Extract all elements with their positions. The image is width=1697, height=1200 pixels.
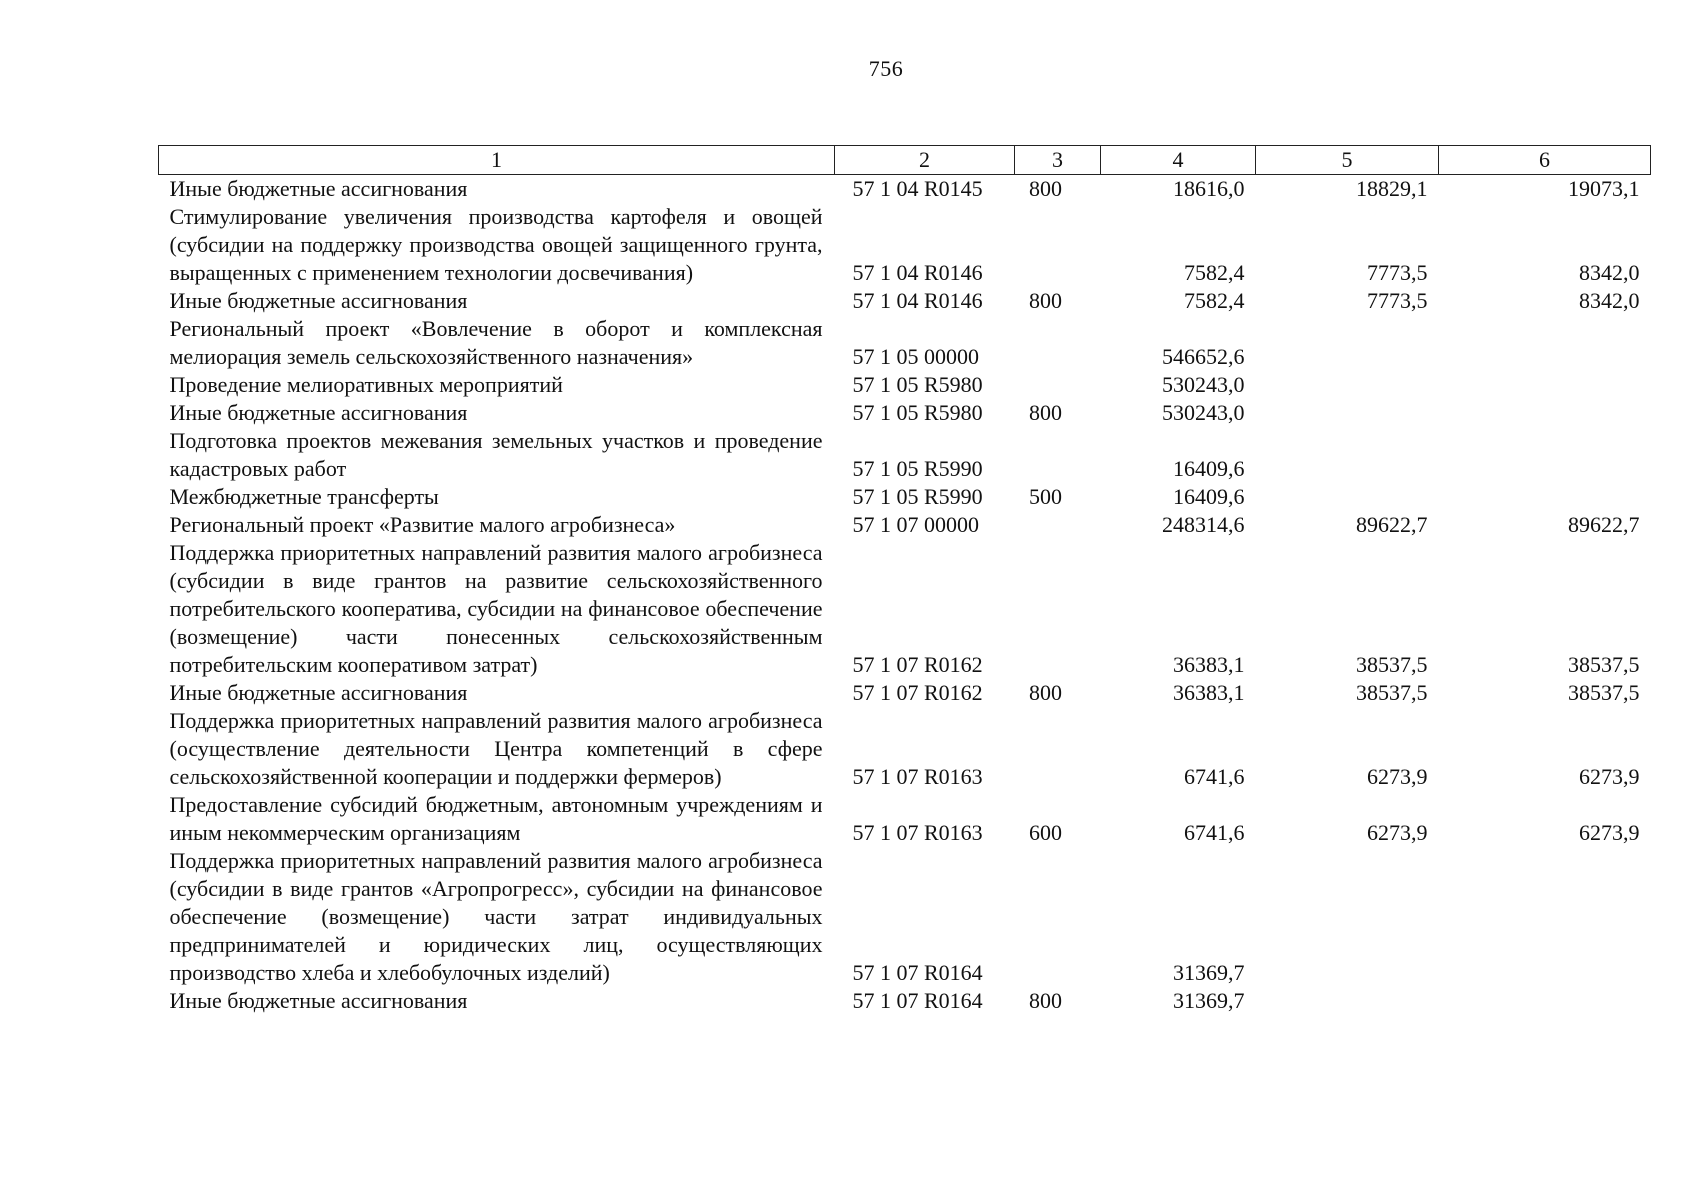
- row-amount-year3: 19073,1: [1568, 176, 1640, 201]
- row-amount-year1: 546652,6: [1162, 344, 1245, 369]
- row-expense-type: 800: [1029, 176, 1062, 201]
- row-name: Иные бюджетные ассигнования: [169, 988, 468, 1013]
- row-amount-year1: 18616,0: [1173, 176, 1245, 201]
- row-expense-type: 800: [1029, 988, 1062, 1013]
- row-expense-type: 600: [1029, 820, 1062, 845]
- row-amount-year3: 38537,5: [1568, 652, 1640, 677]
- row-amount-year2: [1256, 483, 1439, 511]
- row-name: Иные бюджетные ассигнования: [169, 680, 468, 705]
- row-amount-year1: 6741,6: [1184, 820, 1245, 845]
- row-expense-type: 500: [1029, 484, 1062, 509]
- row-name: Проведение мелиоративных мероприятий: [169, 372, 563, 397]
- row-code: 57 1 05 R5980: [852, 400, 983, 425]
- row-expense-type: [1015, 315, 1101, 371]
- row-name: Подготовка проектов межевания земельных участков и проведение кадастровых работ: [169, 428, 823, 481]
- row-name: Иные бюджетные ассигнования: [169, 400, 468, 425]
- header-col-2: 2: [835, 146, 1015, 175]
- row-expense-type: [1015, 511, 1101, 539]
- table-row: [159, 483, 1651, 511]
- row-name: Поддержка приоритетных направлений развития малого агробизнеса (осуществление деятельности Центра компетенций в сфере сельскохозяйственной кооперации и поддержки фермеров): [169, 708, 823, 789]
- row-expense-type: 800: [1029, 400, 1062, 425]
- row-amount-year3: [1439, 847, 1651, 987]
- row-code: 57 1 07 R0164: [852, 960, 983, 985]
- table-header: [159, 146, 1651, 175]
- table-row: [159, 791, 1651, 847]
- table-row: [159, 511, 1651, 539]
- row-amount-year3: 89622,7: [1568, 512, 1640, 537]
- header-row: [159, 146, 1651, 175]
- row-code: 57 1 07 R0162: [852, 680, 983, 705]
- row-amount-year1: 31369,7: [1173, 988, 1245, 1013]
- table-row: [159, 287, 1651, 315]
- row-expense-type: [1015, 427, 1101, 483]
- row-amount-year3: 8342,0: [1579, 260, 1640, 285]
- row-name: Иные бюджетные ассигнования: [169, 288, 468, 313]
- row-code: 57 1 07 R0163: [852, 820, 983, 845]
- row-code: 57 1 05 R5980: [852, 372, 983, 397]
- row-amount-year2: 18829,1: [1356, 176, 1428, 201]
- row-name: Предоставление субсидий бюджетным, автономным учреждениям и иным некоммерческим организациям: [169, 792, 823, 845]
- row-expense-type: [1015, 847, 1101, 987]
- row-code: 57 1 05 00000: [852, 344, 979, 369]
- header-col-1: 1: [159, 146, 835, 175]
- row-expense-type: [1015, 707, 1101, 791]
- row-amount-year2: [1256, 371, 1439, 399]
- row-expense-type: 800: [1029, 288, 1062, 313]
- header-col-6: 6: [1439, 146, 1651, 175]
- row-code: 57 1 05 R5990: [852, 456, 983, 481]
- row-amount-year2: 89622,7: [1356, 512, 1428, 537]
- row-amount-year1: 36383,1: [1173, 652, 1245, 677]
- row-amount-year2: [1256, 399, 1439, 427]
- row-amount-year2: [1256, 315, 1439, 371]
- row-amount-year1: 248314,6: [1162, 512, 1245, 537]
- row-amount-year2: [1256, 847, 1439, 987]
- table-row: [159, 847, 1651, 987]
- row-amount-year1: 36383,1: [1173, 680, 1245, 705]
- table-body: [159, 175, 1651, 1016]
- row-amount-year2: 6273,9: [1367, 820, 1428, 845]
- row-name: Поддержка приоритетных направлений развития малого агробизнеса (субсидии в виде грантов «Агропрогресс», субсидии на финансовое обеспечение (возмещение) части затрат индивидуальных предпринимателей и юридических лиц, осуществляющих производство хлеба и хлебобулочных изделий): [169, 848, 823, 985]
- row-amount-year1: 16409,6: [1173, 456, 1245, 481]
- row-code: 57 1 07 R0164: [852, 988, 983, 1013]
- row-name: Поддержка приоритетных направлений развития малого агробизнеса (субсидии в виде грантов на развитие сельскохозяйственного потребительского кооператива, субсидии на финансовое обеспечение (возмещение) части понесенных сельскохозяйственным потребительским кооперативом затрат): [169, 540, 823, 677]
- row-amount-year2: 38537,5: [1356, 652, 1428, 677]
- row-amount-year1: 530243,0: [1162, 372, 1245, 397]
- row-code: 57 1 05 R5990: [852, 484, 983, 509]
- row-expense-type: 800: [1029, 680, 1062, 705]
- row-amount-year1: 530243,0: [1162, 400, 1245, 425]
- row-expense-type: [1015, 203, 1101, 287]
- row-amount-year3: [1439, 427, 1651, 483]
- header-col-3: 3: [1015, 146, 1101, 175]
- row-amount-year2: 7773,5: [1367, 288, 1428, 313]
- row-code: 57 1 04 R0145: [852, 176, 983, 201]
- table-row: [159, 175, 1651, 204]
- row-code: 57 1 07 00000: [852, 512, 979, 537]
- page-number: 756: [868, 56, 904, 81]
- table-row: [159, 371, 1651, 399]
- row-name: Иные бюджетные ассигнования: [169, 176, 468, 201]
- row-amount-year3: 6273,9: [1579, 764, 1640, 789]
- row-amount-year3: [1439, 315, 1651, 371]
- row-amount-year2: [1256, 987, 1439, 1015]
- table-row: [159, 539, 1651, 679]
- row-amount-year1: 7582,4: [1184, 260, 1245, 285]
- row-name: Региональный проект «Вовлечение в оборот и комплексная мелиорация земель сельскохозяйственного назначения»: [169, 316, 823, 369]
- table-row: [159, 679, 1651, 707]
- row-code: 57 1 07 R0162: [852, 652, 983, 677]
- row-amount-year2: [1256, 427, 1439, 483]
- row-name: Стимулирование увеличения производства картофеля и овощей (субсидии на поддержку производства овощей защищенного грунта, выращенных с применением технологии досвечивания): [169, 204, 823, 285]
- table-row: [159, 987, 1651, 1015]
- row-name: Региональный проект «Развитие малого агробизнеса»: [169, 512, 676, 537]
- row-amount-year1: 7582,4: [1184, 288, 1245, 313]
- row-code: 57 1 04 R0146: [852, 288, 983, 313]
- table-row: [159, 203, 1651, 287]
- row-expense-type: [1015, 371, 1101, 399]
- row-amount-year1: 31369,7: [1173, 960, 1245, 985]
- table-row: [159, 707, 1651, 791]
- row-amount-year2: 6273,9: [1367, 764, 1428, 789]
- row-amount-year3: [1439, 987, 1651, 1015]
- row-code: 57 1 04 R0146: [852, 260, 983, 285]
- row-amount-year3: 8342,0: [1579, 288, 1640, 313]
- row-amount-year1: 6741,6: [1184, 764, 1245, 789]
- budget-table: [158, 145, 1651, 1015]
- row-amount-year1: 16409,6: [1173, 484, 1245, 509]
- header-col-4: 4: [1101, 146, 1256, 175]
- row-amount-year2: 7773,5: [1367, 260, 1428, 285]
- row-code: 57 1 07 R0163: [852, 764, 983, 789]
- table-row: [159, 427, 1651, 483]
- row-name: Межбюджетные трансферты: [169, 484, 439, 509]
- row-expense-type: [1015, 539, 1101, 679]
- row-amount-year3: [1439, 371, 1651, 399]
- row-amount-year3: [1439, 399, 1651, 427]
- table-row: [159, 399, 1651, 427]
- table-row: [159, 315, 1651, 371]
- row-amount-year3: 6273,9: [1579, 820, 1640, 845]
- header-col-5: 5: [1256, 146, 1439, 175]
- row-amount-year2: 38537,5: [1356, 680, 1428, 705]
- row-amount-year3: [1439, 483, 1651, 511]
- row-amount-year3: 38537,5: [1568, 680, 1640, 705]
